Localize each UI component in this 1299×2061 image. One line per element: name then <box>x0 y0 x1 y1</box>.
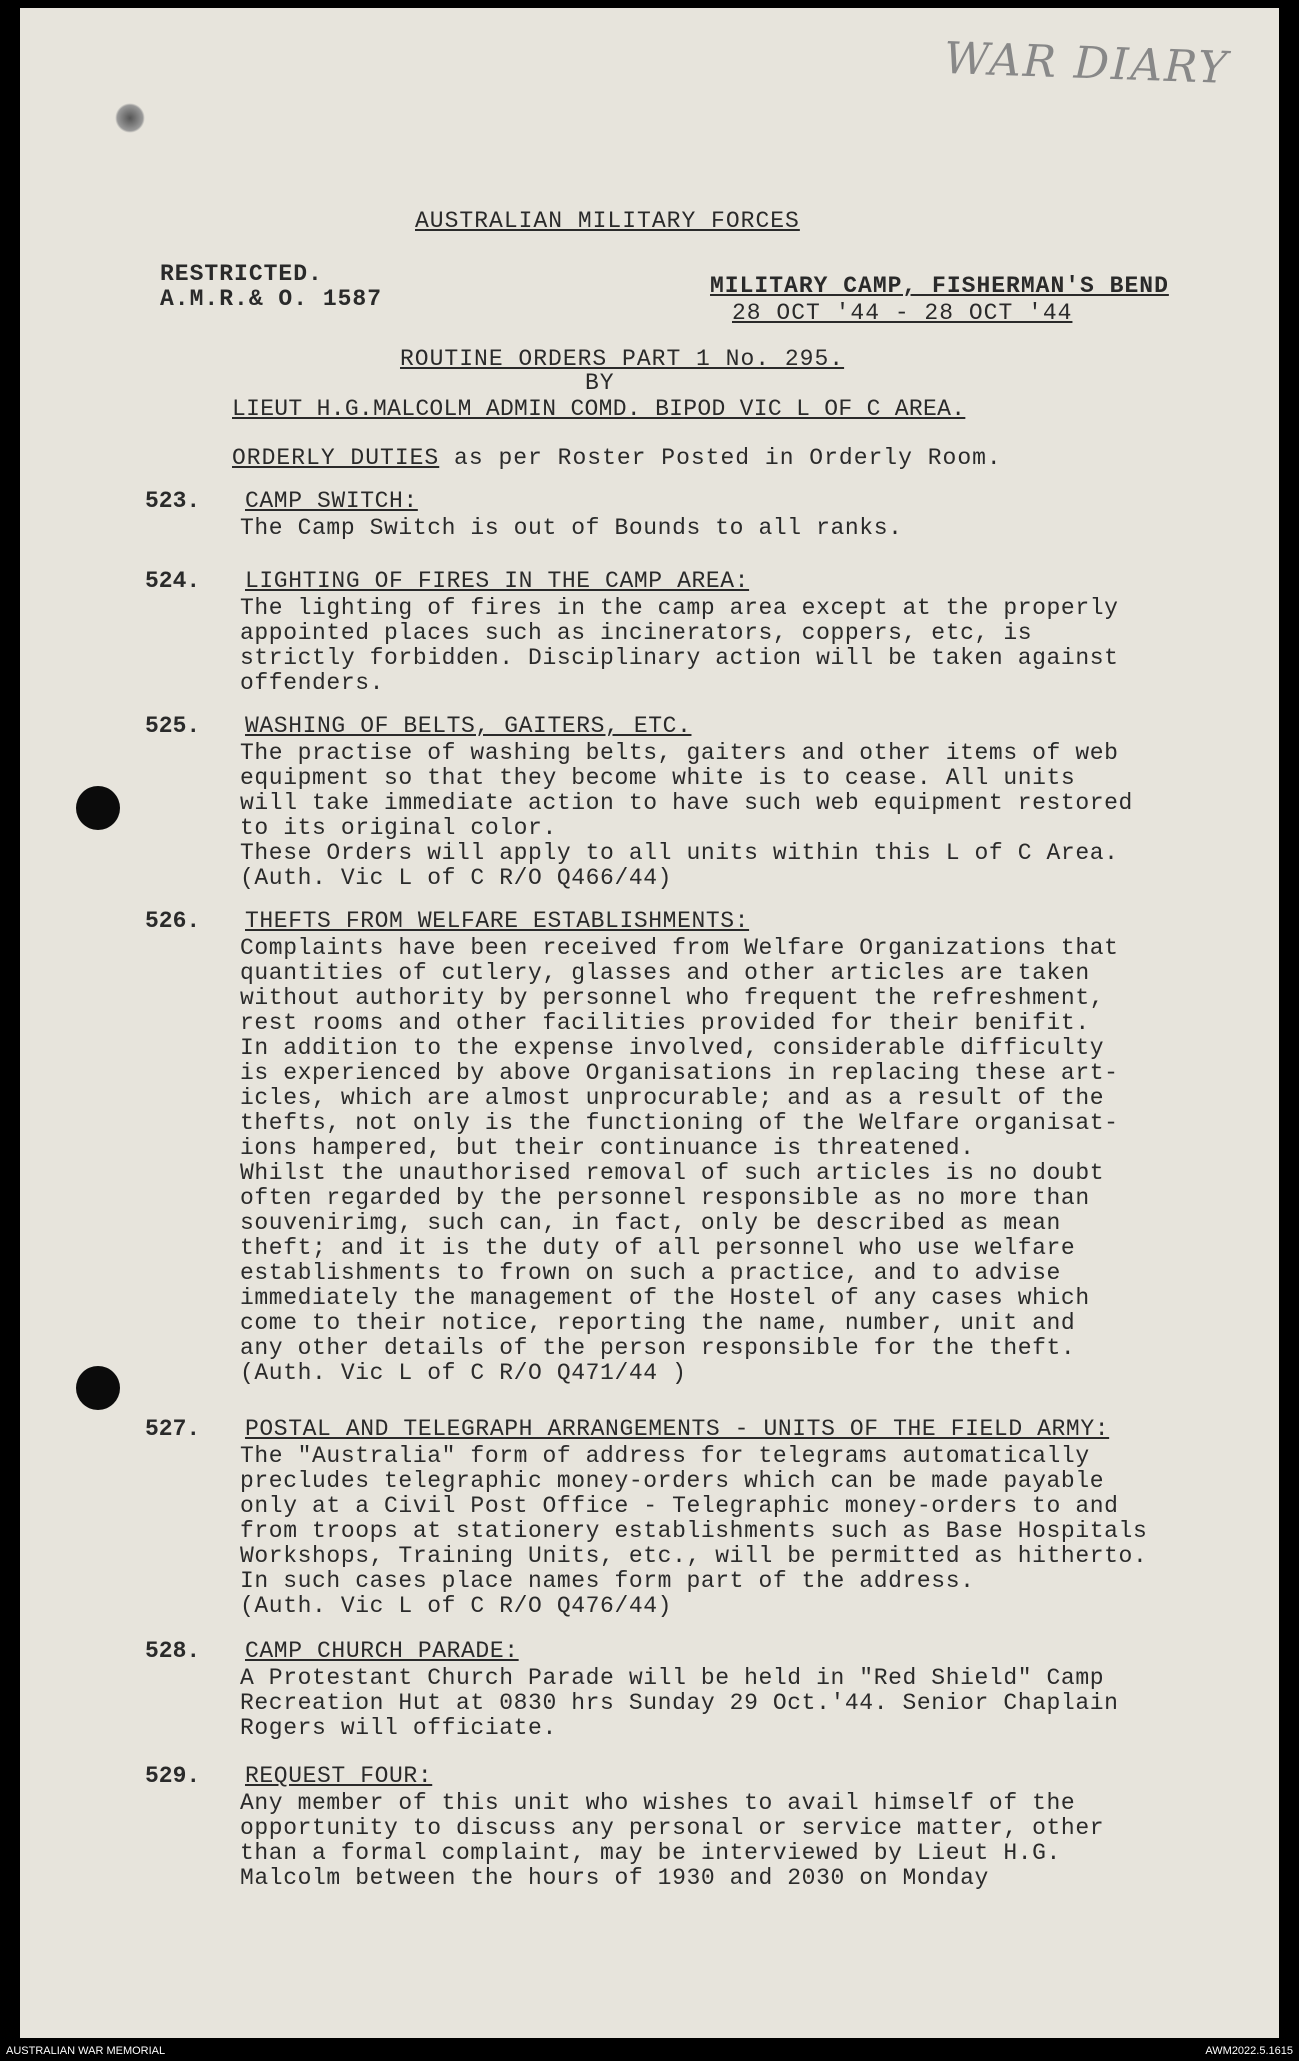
item-number-526: 526. <box>145 908 201 934</box>
footer-institution: AUSTRALIAN WAR MEMORIAL <box>6 2045 166 2057</box>
item-number-528: 528. <box>145 1638 201 1664</box>
item-number-523: 523. <box>145 488 201 514</box>
camp-location: MILITARY CAMP, FISHERMAN'S BEND <box>710 273 1169 299</box>
punch-hole-bottom <box>76 1366 120 1410</box>
item-number-529: 529. <box>145 1763 201 1789</box>
item-number-524: 524. <box>145 568 201 594</box>
item-text-527: The "Australia" form of address for telegrams automatically precludes telegraphic money-orders which can be made payable only at a Civil Post Office - Telegraphic money-orders to and from troops at stationery establishments such as Base Hospitals Workshops, Training Units, etc., will be permitted as hitherto. In such cases place names form part of the address. (Auth. Vic L of C R/O Q476/44) <box>240 1443 1148 1619</box>
footer-accession-number: AWM2022.5.1615 <box>1205 2045 1293 2057</box>
issuing-officer: LIEUT H.G.MALCOLM ADMIN COMD. BIPOD VIC L OF C AREA. <box>232 396 966 422</box>
item-heading-528: CAMP CHURCH PARADE: <box>245 1638 519 1664</box>
orders-by: BY <box>585 370 615 396</box>
item-text-528: A Protestant Church Parade will be held in "Red Shield" Camp Recreation Hut at 0830 hrs Sunday 29 Oct.'44. Senior Chaplain Rogers will officiate. <box>240 1665 1119 1741</box>
item-heading-524: LIGHTING OF FIRES IN THE CAMP AREA: <box>245 568 750 594</box>
item-text-529: Any member of this unit who wishes to avail himself of the opportunity to discuss any personal or service matter, other than a formal complaint, may be interviewed by Lieut H.G. Malcolm between the hours of 1930 and 2030 on Monday <box>240 1790 1105 1891</box>
item-heading-527: POSTAL AND TELEGRAPH ARRANGEMENTS - UNITS OF THE FIELD ARMY: <box>245 1416 1110 1442</box>
item-number-525: 525. <box>145 713 201 739</box>
handwritten-annotation: WAR DIARY <box>943 33 1230 94</box>
orders-title: ROUTINE ORDERS PART 1 No. 295. <box>400 346 845 372</box>
item-heading-526: THEFTS FROM WELFARE ESTABLISHMENTS: <box>245 908 750 934</box>
order-dates: 28 OCT '44 - 28 OCT '44 <box>732 300 1073 326</box>
orderly-duties-heading: ORDERLY DUTIES <box>232 445 440 471</box>
orderly-duties-text: as per Roster Posted in Orderly Room. <box>454 445 1002 471</box>
item-number-527: 527. <box>145 1416 201 1442</box>
item-text-523: The Camp Switch is out of Bounds to all ranks. <box>240 515 903 541</box>
item-heading-529: REQUEST FOUR: <box>245 1763 433 1789</box>
paper-stain <box>115 103 145 133</box>
document-title: AUSTRALIAN MILITARY FORCES <box>415 208 800 234</box>
classification: RESTRICTED. <box>160 261 323 287</box>
item-text-525: The practise of washing belts, gaiters and other items of web equipment so that they become white is to cease. All units will take immediate action to have such web equipment restored to its original color. These Orders will apply to all units within this L of C Area. (Auth. Vic L of C R/O Q466/44) <box>240 740 1133 891</box>
punch-hole-top <box>76 786 120 830</box>
item-heading-523: CAMP SWITCH: <box>245 488 418 514</box>
document-page <box>20 8 1279 2038</box>
orderly-duties <box>232 445 1002 471</box>
item-text-524: The lighting of fires in the camp area except at the properly appointed places such as incinerators, coppers, etc, is strictly forbidden. Disciplinary action will be taken against offenders. <box>240 595 1119 696</box>
item-text-526: Complaints have been received from Welfare Organizations that quantities of cutlery, glasses and other articles are taken without authority by personnel who frequent the refreshment, rest rooms and other facilities provided for their benifit. In addition to the expense involved, considerable difficulty is experienced by above Organisations in replacing these art- icles, which are almost unprocurable; and as a result of the thefts, not only is the functioning of the Welfare organisat- ions hampered, but their continuance is threatened. Whilst the unauthorised removal of such articles is no doubt often regarded by the personnel responsible as no more than souvenirimg, such can, in fact, only be described as mean theft; and it is the duty of all personnel who use welfare establishments to frown on such a practice, and to advise immediately the management of the Hostel of any cases which come to their notice, reporting the name, number, unit and any other details of the person responsible for the theft. (Auth. Vic L of C R/O Q471/44 ) <box>240 935 1119 1386</box>
item-heading-525: WASHING OF BELTS, GAITERS, ETC. <box>245 713 692 739</box>
reference-number: A.M.R.& O. 1587 <box>160 286 383 312</box>
